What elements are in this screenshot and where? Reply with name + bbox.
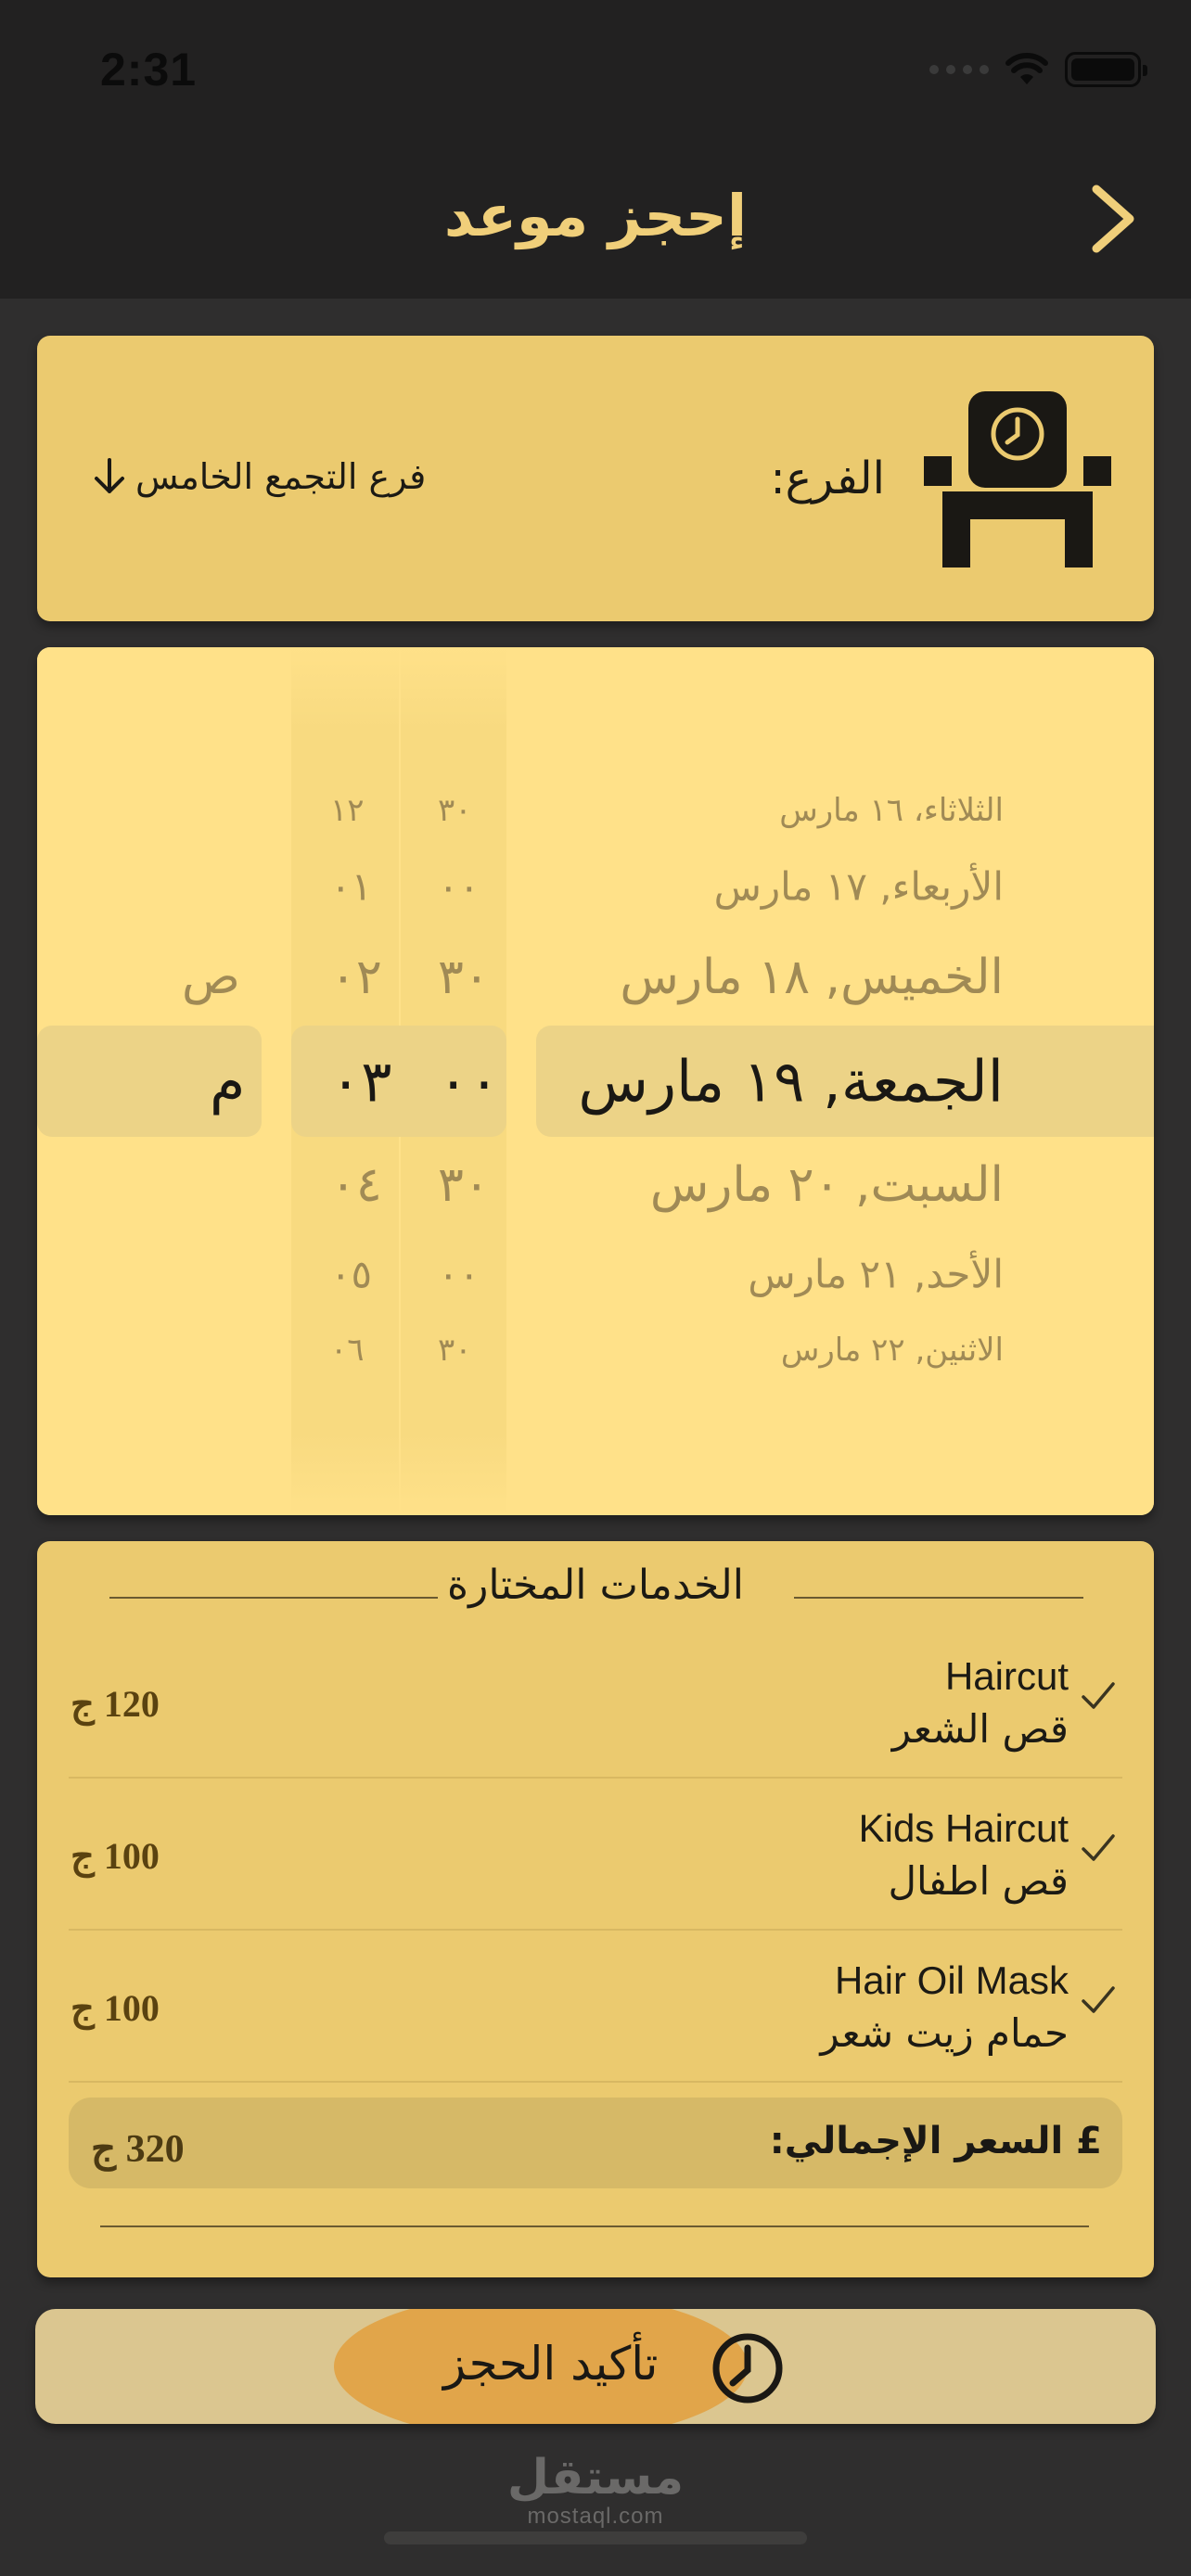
back-button[interactable] [1082, 182, 1146, 256]
picker-hour-selected[interactable]: ٠٣ [330, 1047, 392, 1116]
branch-dropdown[interactable] [91, 456, 426, 497]
picker-minute-option[interactable]: ٣٠ [438, 1157, 490, 1213]
service-name-en: Hair Oil Mask [834, 1958, 1069, 2002]
picker-hour-option[interactable]: ٠٢ [330, 950, 382, 1005]
page-title: إحجز موعد [443, 182, 748, 249]
service-row [69, 1626, 1122, 1779]
picker-hour-option[interactable]: ٠٤ [330, 1157, 382, 1213]
watermark-logo: مستقل [506, 2450, 685, 2506]
battery-icon [1065, 52, 1141, 87]
total-label: £ السعر الإجمالي: [769, 2120, 1102, 2162]
picker-minute-option[interactable]: ٠٠ [438, 863, 480, 910]
picker-minute-option[interactable]: ٣٠ [438, 792, 472, 829]
branch-value: فرع التجمع الخامس [135, 456, 427, 497]
total-value: 320 ج [91, 2128, 185, 2171]
arrow-down-icon [91, 456, 128, 497]
service-row [69, 1779, 1122, 1931]
picker-minute-option[interactable]: ٠٠ [438, 1251, 480, 1297]
selected-services-card [37, 1541, 1154, 2277]
picker-date-option[interactable]: الأحد, ٢١ مارس [748, 1251, 1004, 1297]
confirm-booking-button[interactable] [35, 2309, 1156, 2424]
total-price-box [69, 2098, 1122, 2188]
picker-hour-option[interactable]: ٠٦ [330, 1332, 365, 1369]
watermark-url: mostaql.com [527, 2504, 664, 2529]
services-title: الخدمات المختارة [447, 1562, 744, 1609]
service-price: 120 ج [70, 1683, 160, 1725]
clock-icon [711, 2331, 785, 2405]
confirm-booking-label: تأكيد الحجز [443, 2337, 659, 2391]
service-name-ar: قص الشعر [891, 1706, 1069, 1752]
service-price: 100 ج [70, 1987, 160, 2029]
picker-hour-option[interactable]: ١٢ [330, 792, 365, 829]
service-name-ar: حمام زيت شعر [820, 2010, 1069, 2056]
picker-hour-option[interactable]: ٠١ [330, 863, 373, 910]
barber-chair-icon [924, 391, 1111, 567]
picker-minute-option[interactable]: ٣٠ [438, 950, 490, 1005]
wifi-icon [1005, 53, 1048, 86]
picker-date-option[interactable]: الأربعاء, ١٧ مارس [713, 863, 1004, 910]
picker-period-selected[interactable]: م [210, 1047, 246, 1116]
picker-date-option[interactable]: الاثنين, ٢٢ مارس [780, 1332, 1004, 1369]
picker-date-option[interactable]: الثلاثاء، ١٦ مارس [779, 792, 1004, 829]
branch-label: الفرع: [770, 453, 885, 504]
signal-icon [929, 65, 989, 74]
service-name-en: Haircut [944, 1654, 1069, 1698]
watermark [0, 2452, 1191, 2530]
home-indicator [384, 2531, 807, 2544]
check-icon [1078, 1979, 1119, 2020]
service-name-en: Kids Haircut [858, 1806, 1069, 1850]
service-row [69, 1931, 1122, 2083]
branch-card [37, 336, 1154, 621]
picker-hour-option[interactable]: ٠٥ [330, 1251, 373, 1297]
picker-minute-selected[interactable]: ٠٠ [438, 1047, 500, 1116]
check-icon [1078, 1827, 1119, 1868]
status-time: 2:31 [100, 44, 198, 96]
picker-date-option[interactable]: السبت, ٢٠ مارس [649, 1157, 1004, 1213]
picker-minute-option[interactable]: ٣٠ [438, 1332, 472, 1369]
navigation-header [0, 0, 1191, 299]
picker-date-selected[interactable]: الجمعة, ١٩ مارس [578, 1047, 1004, 1116]
picker-date-option[interactable]: الخميس, ١٨ مارس [620, 950, 1004, 1005]
check-icon [1078, 1675, 1119, 1715]
date-time-picker [37, 647, 1154, 1515]
service-name-ar: قص اطفال [888, 1858, 1069, 1904]
picker-period-option[interactable]: ص [182, 950, 240, 1005]
service-price: 100 ج [70, 1835, 160, 1877]
status-icons [929, 52, 1141, 87]
